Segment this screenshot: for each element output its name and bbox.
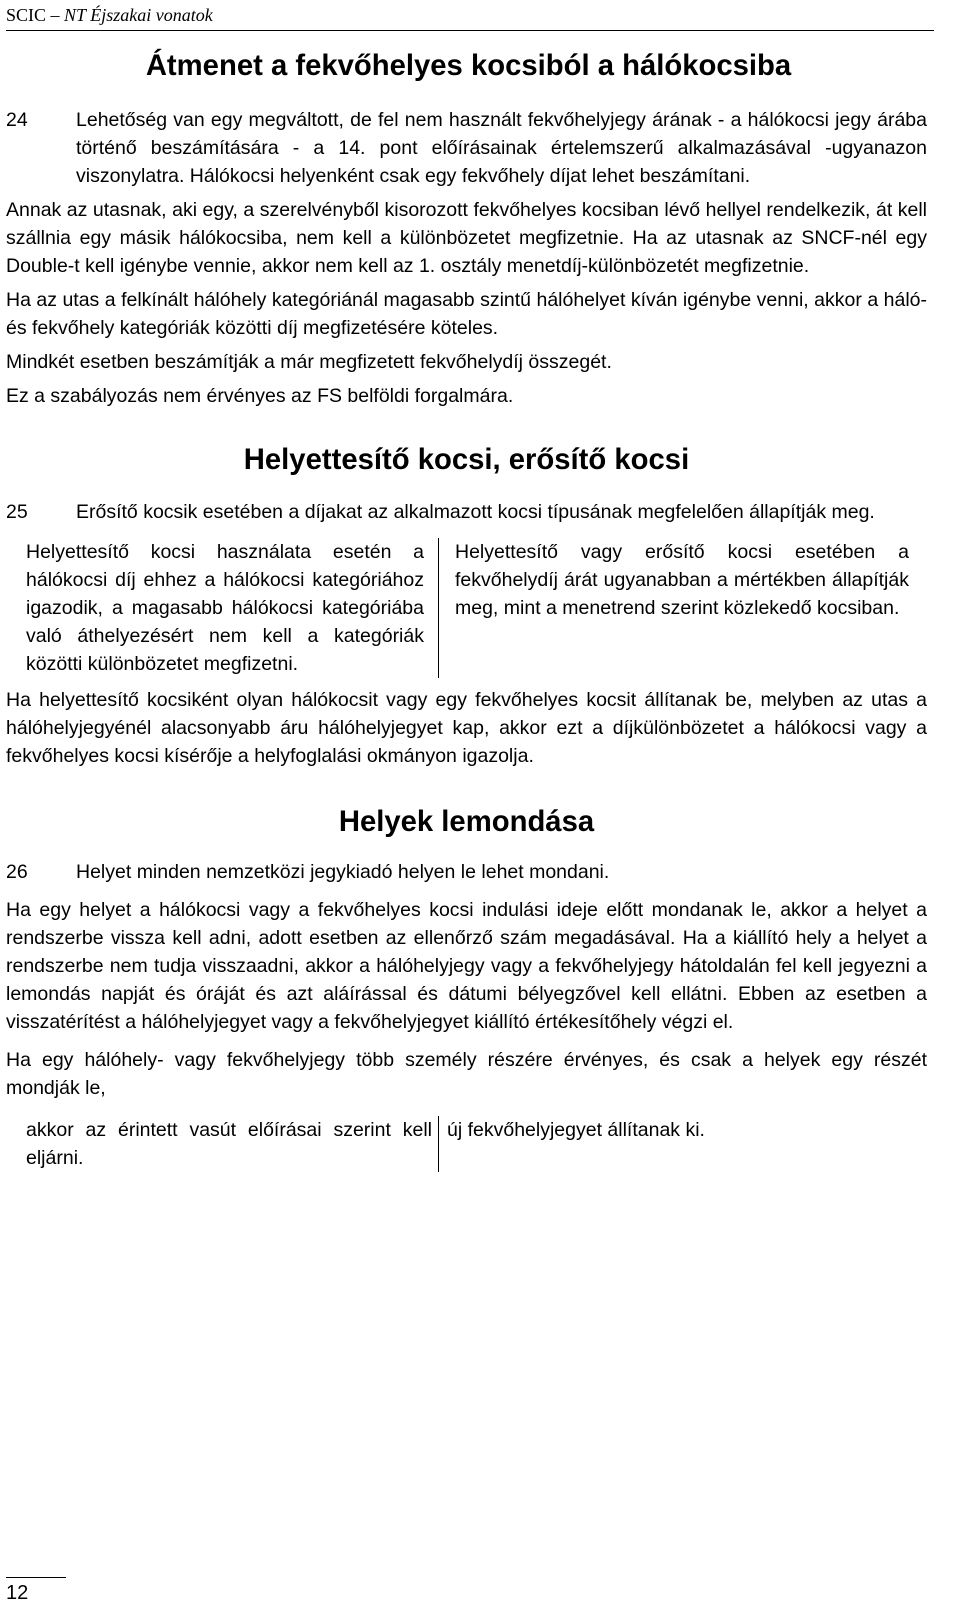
paragraph: Annak az utasnak, aki egy, a szerelvényből kisorozott fekvőhelyes kocsiban lévő hellyel rendelkezik, át kell szállnia egy másik hálókocsiba, nem kell a különbözetet megfizetnie. Ha az utasnak az SNCF-nél egy Double-t kell igénybe vennie, akkor nem kell az 1. osztály menetdíj-különbözetét megfizetnie.	[6, 199, 927, 277]
column-left: Helyettesítő kocsi használata esetén a hálókocsi díj ehhez a hálókocsi kategóriához igazodik, a magasabb hálókocsi kategóriába való áthelyezésért nem kell a kategóriák közötti különbözetet megfizetni.	[26, 538, 439, 678]
header-subtitle: NT Éjszakai vonatok	[64, 5, 213, 25]
paragraph: Mindkét esetben beszámítják a már megfizetett fekvőhelydíj összegét.	[6, 351, 612, 373]
section-heading-cancellation: Helyek lemondása	[338, 806, 595, 838]
paragraph: Ha az utas a felkínált hálóhely kategóriánál magasabb szintű hálóhelyet kíván igénybe venni, akkor a háló- és fekvőhely kategóriák közötti díj megfizetésére köteles.	[6, 289, 927, 339]
header-separator: –	[46, 5, 65, 25]
rule-number: 24	[6, 109, 28, 131]
rule-text: Helyet minden nemzetközi jegykiadó helyen le lehet mondani.	[76, 861, 610, 883]
two-column-block	[6, 538, 927, 678]
header-org: SCIC	[6, 5, 47, 25]
column-left: akkor az érintett vasút előírásai szerint kell eljárni.	[26, 1116, 439, 1172]
rule-text: Erősítő kocsik esetében a díjakat az alkalmazott kocsi típusának megfelelően állapítják meg.	[76, 501, 875, 523]
column-right: új fekvőhelyjegyet állítanak ki.	[447, 1119, 705, 1141]
rule-26	[6, 858, 927, 886]
paragraph: Ha helyettesítő kocsiként olyan hálókocsit vagy egy fekvőhelyes kocsit állítanak be, melyben az utas a hálóhelyjegyénél alacsonyabb áru hálóhelyjegyet kap, akkor ezt a díjkülönbözetet a hálókocsi vagy a fekvőhelyes kocsi kísérője a helyfoglalási okmányon igazolja.	[6, 689, 927, 767]
paragraph: Ha egy hálóhely- vagy fekvőhelyjegy több személy részére érvényes, és csak a helyek egy részét mondják le,	[6, 1049, 927, 1099]
paragraph: Ha egy helyet a hálókocsi vagy a fekvőhelyes kocsi indulási ideje előtt mondanak le, akkor a helyet a rendszerbe vissza kell adni, adott esetben az ellenőrző szám megadásával. Ha a kiállító hely a helyet a rendszerbe nem tudja visszaadni, akkor a hálóhelyjegy vagy a fekvőhelyjegy hátoldalán fel kell jegyezni a lemondás napját és óráját és azt aláírással és dátumi bélyegzővel kell ellátni. Ebben az esetben a visszatérítést a hálóhelyjegyet vagy a fekvőhelyjegyet kiállító értékesítőhely végzi el.	[6, 899, 927, 1033]
column-right: Helyettesítő vagy erősítő kocsi esetében a fekvőhelydíj árát ugyanabban a mértékben állapítják meg, mint a menetrend szerint közlekedő kocsiban.	[455, 541, 909, 619]
paragraph: Ez a szabályozás nem érvényes az FS belföldi forgalmára.	[6, 385, 514, 407]
page-number: 12	[6, 1577, 66, 1607]
two-column-block	[6, 1116, 927, 1172]
rule-number: 25	[6, 501, 28, 523]
rule-24	[6, 106, 927, 190]
running-header	[6, 4, 934, 31]
rule-25	[6, 498, 927, 526]
section-heading-transfer: Átmenet a fekvőhelyes kocsiból a hálókocsiba	[145, 50, 792, 82]
document-body	[6, 52, 927, 1172]
section-heading-replacement-car: Helyettesítő kocsi, erősítő kocsi	[243, 444, 690, 476]
rule-number: 26	[6, 861, 28, 883]
rule-text: Lehetőség van egy megváltott, de fel nem használt fekvőhelyjegy árának - a hálókocsi jegy árába történő beszámítására - a 14. pont előírásainak értelemszerű alkalmazásával -ugyanazon viszonylatra. Hálókocsi helyenként csak egy fekvőhely díjat lehet beszámítani.	[76, 109, 927, 187]
